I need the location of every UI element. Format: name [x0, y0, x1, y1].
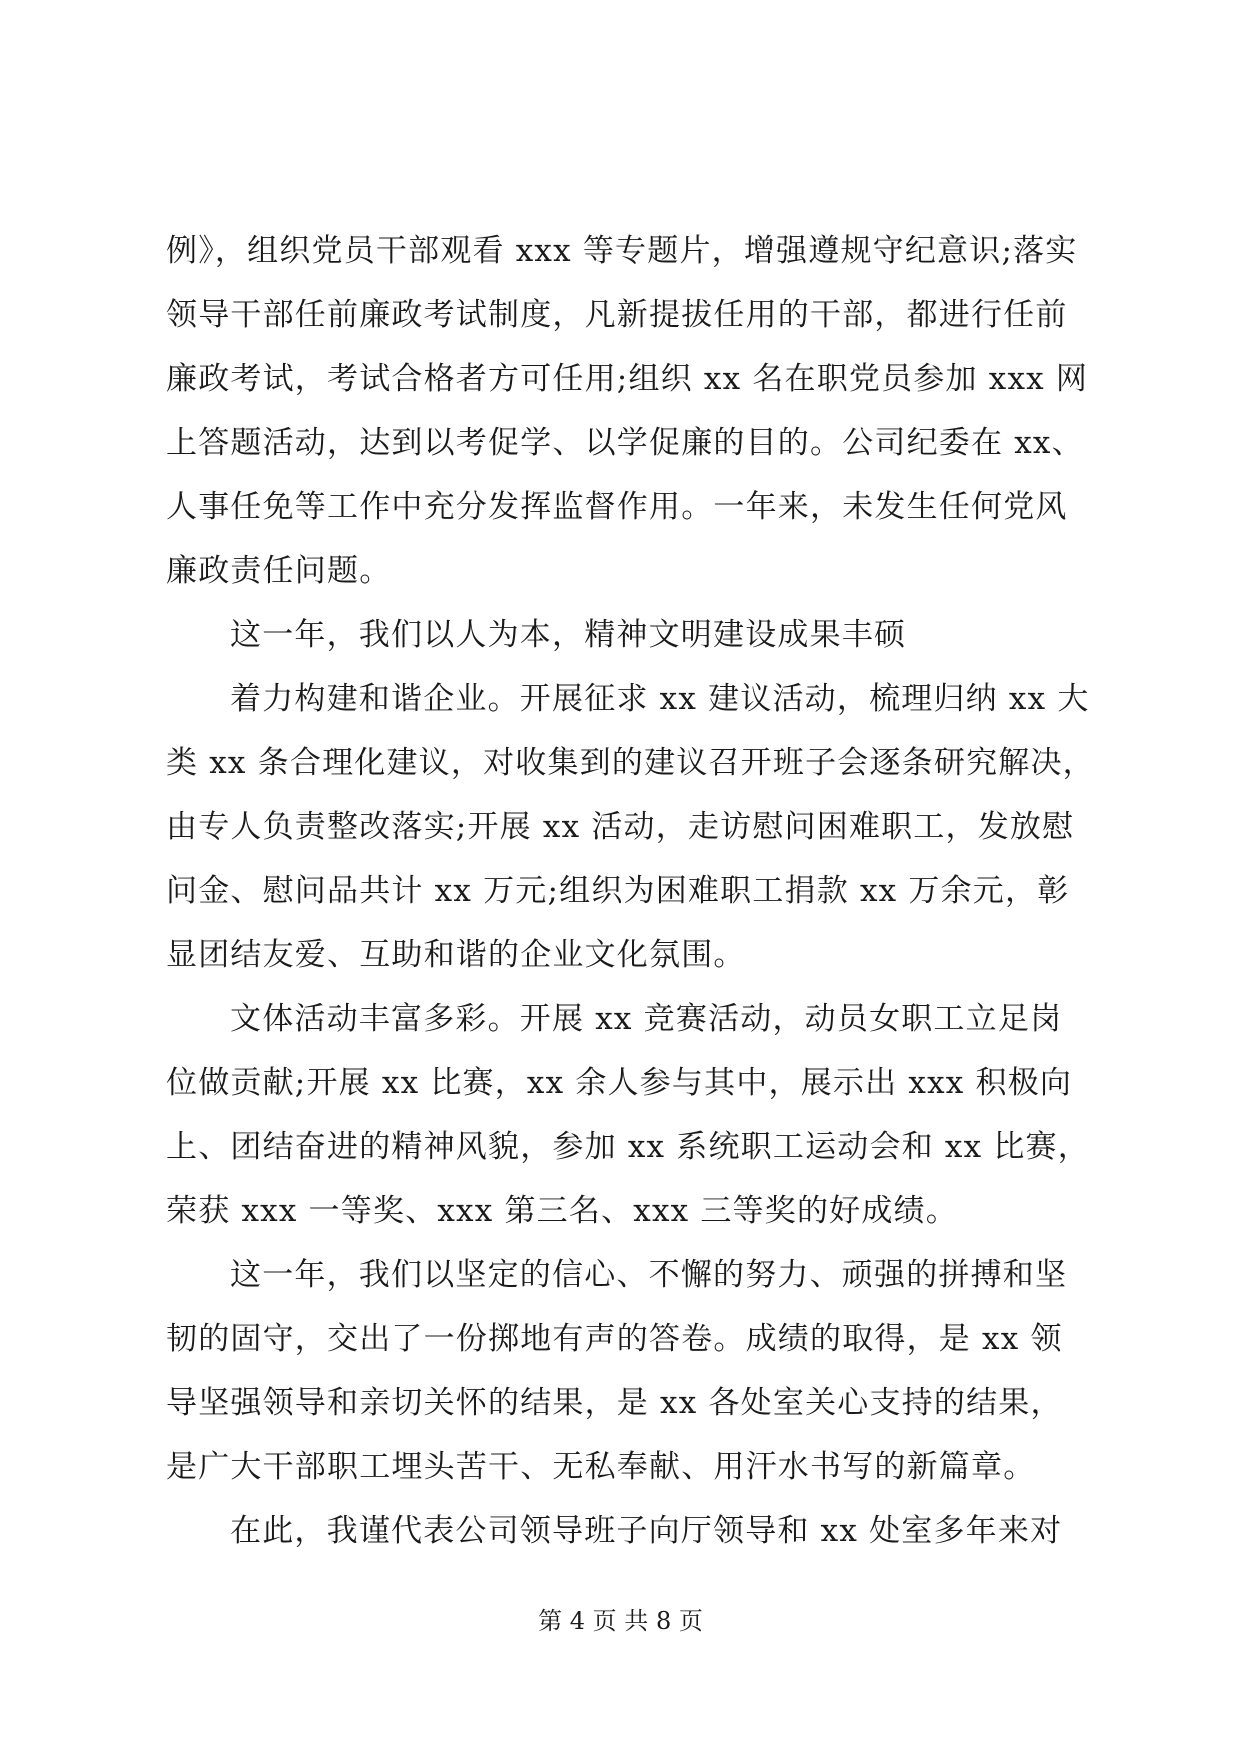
document-body: [166, 228, 1095, 1572]
text-line: 由专人负责整改落实;开展 xx 活动，走访慰问困难职工，发放慰: [166, 809, 1075, 845]
text-line: 廉政考试，考试合格者方可任用;组织 xx 名在职党员参加 xxx 网: [166, 361, 1089, 397]
text-line: 问金、慰问品共计 xx 万元;组织为困难职工捐款 xx 万余元，彰: [166, 873, 1070, 909]
paragraph-start-line: 着力构建和谐企业。开展征求 xx 建议活动，梳理归纳 xx 大: [230, 681, 1090, 717]
page-number-footer: 第 4 页 共 8 页: [538, 1607, 703, 1635]
text-line: 导坚强领导和亲切关怀的结果，是 xx 各处室关心支持的结果，: [166, 1385, 1063, 1421]
text-line: 领导干部任前廉政考试制度，凡新提拔任用的干部，都进行任前: [166, 297, 1068, 333]
text-line: 位做贡献;开展 xx 比赛，xx 余人参与其中，展示出 xxx 积极向: [166, 1065, 1073, 1101]
text-line: 是广大干部职工埋头苦干、无私奉献、用汗水书写的新篇章。: [166, 1449, 1036, 1485]
text-line: 韧的固守，交出了一份掷地有声的答卷。成绩的取得，是 xx 领: [166, 1321, 1063, 1357]
text-line: 人事任免等工作中充分发挥监督作用。一年来，未发生任何党风: [166, 489, 1068, 525]
paragraph-start-line: 文体活动丰富多彩。开展 xx 竞赛活动，动员女职工立足岗: [230, 1001, 1063, 1037]
text-line: 类 xx 条合理化建议，对收集到的建议召开班子会逐条研究解决，: [166, 745, 1095, 781]
text-line: 廉政责任问题。: [166, 553, 392, 589]
paragraph-start-line: 这一年，我们以坚定的信心、不懈的努力、顽强的拼搏和坚: [230, 1257, 1068, 1293]
text-line: 上、团结奋进的精神风貌，参加 xx 系统职工运动会和 xx 比赛，: [166, 1129, 1090, 1165]
text-line: 上答题活动，达到以考促学、以学促廉的目的。公司纪委在 xx、: [166, 425, 1084, 461]
text-line: 例》，组织党员干部观看 xxx 等专题片，增强遵规守纪意识;落实: [166, 233, 1078, 269]
paragraph-start-line: 在此，我谨代表公司领导班子向厅领导和 xx 处室多年来对: [230, 1513, 1063, 1549]
section-heading: 这一年，我们以人为本，精神文明建设成果丰硕: [230, 617, 907, 653]
text-line: 荣获 xxx 一等奖、xxx 第三名、xxx 三等奖的好成绩。: [166, 1193, 958, 1229]
text-line: 显团结友爱、互助和谐的企业文化氛围。: [166, 937, 746, 973]
